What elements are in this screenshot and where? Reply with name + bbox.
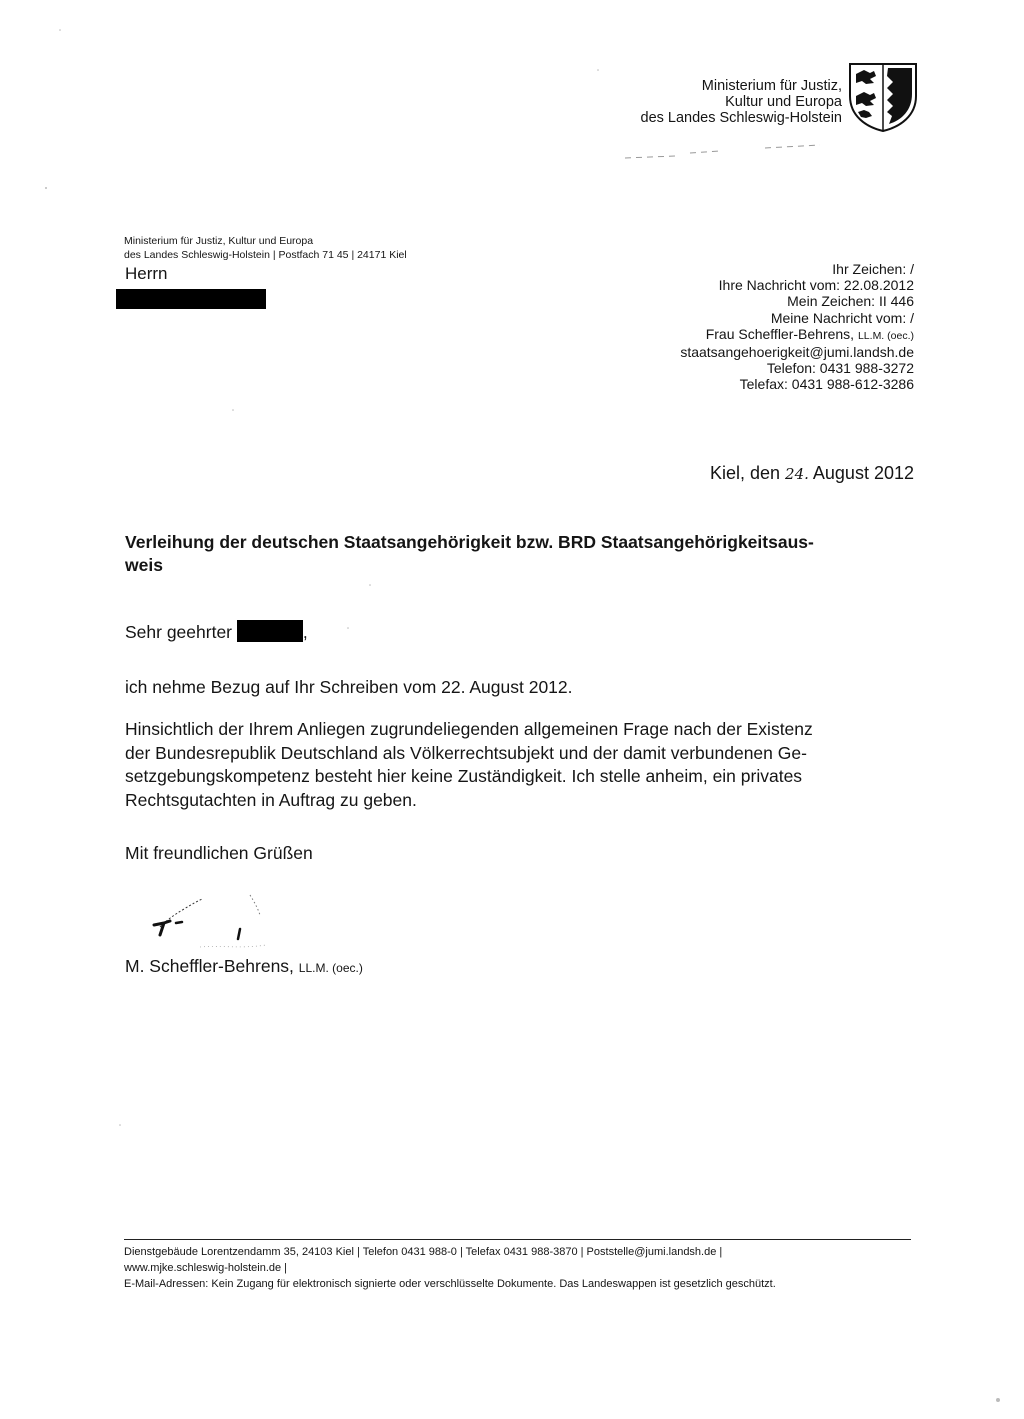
salutation-text: Sehr geehrter [125, 622, 233, 642]
contact-person [680, 326, 914, 344]
reference-block [680, 261, 914, 393]
date-day-handwritten: 24. [785, 465, 809, 483]
handwritten-signature [140, 885, 280, 955]
meine-nachricht-vom: Meine Nachricht vom: / [770, 309, 914, 326]
sender-line-1: Ministerium für Justiz, Kultur und Europa [124, 235, 314, 247]
redacted-name [237, 620, 303, 642]
salutation-comma: , [302, 622, 308, 642]
ihr-zeichen: Ihr Zeichen: / [832, 261, 914, 277]
contact-name: Frau Scheffler-Behrens, [705, 325, 855, 342]
footer [124, 1244, 924, 1292]
body-paragraph-2 [125, 718, 915, 812]
body-paragraph-2-line-2: der Bundesrepublik Deutschland als Völkerrechtsubjekt und der damit verbundenen Ge- [125, 742, 807, 763]
closing: Mit freundlichen Grüßen [125, 843, 313, 863]
footer-divider [124, 1239, 911, 1240]
footer-line-2: www.mjke.schleswig-holstein.de | [124, 1262, 288, 1274]
letterhead-line-2: Kultur und Europa [725, 94, 842, 110]
body-paragraph-2-line-1: Hinsichtlich der Ihrem Anliegen zugrundeliegenden allgemeinen Frage nach der Existenz [125, 719, 813, 739]
date-suffix: August 2012 [812, 463, 914, 483]
contact-email: staatsangehoerigkeit@jumi.landsh.de [680, 344, 914, 361]
footer-line-3: E-Mail-Adressen: Kein Zugang für elektronisch signierte oder verschlüsselte Dokumente. Das Landeswappen ist gesetzlich geschützt. [124, 1278, 776, 1290]
subject-line-1: Verleihung der deutschen Staatsangehörigkeit bzw. BRD Staatsangehörigkeitsaus- [125, 532, 814, 552]
ihre-nachricht-vom: Ihre Nachricht vom: 22.08.2012 [718, 277, 914, 294]
date-prefix: Kiel, den [709, 463, 781, 483]
mein-zeichen: Mein Zeichen: II 446 [787, 293, 914, 310]
recipient-salutation: Herrn [125, 264, 168, 283]
salutation [125, 620, 308, 643]
letterhead-line-1: Ministerium für Justiz, [701, 78, 842, 94]
signer [125, 956, 363, 977]
body-paragraph-2-line-4: Rechtsgutachten in Auftrag zu geben. [125, 789, 417, 810]
signer-name: M. Scheffler-Behrens, [125, 956, 294, 976]
letterhead-line-3: des Landes Schleswig-Holstein [640, 110, 842, 126]
body-paragraph-1: ich nehme Bezug auf Ihr Schreiben vom 22. August 2012. [125, 677, 573, 697]
contact-degree: LL.M. (oec.) [857, 329, 914, 342]
letter-date [710, 463, 914, 484]
signer-degree: LL.M. (oec.) [298, 961, 363, 975]
redacted-recipient-name [116, 289, 266, 309]
subject [125, 531, 915, 577]
contact-telefon: Telefon: 0431 988-3272 [766, 360, 914, 377]
body-paragraph-2-line-3: setzgebungskompetenz besteht hier keine Zuständigkeit. Ich stelle anheim, ein privates [125, 766, 803, 786]
schleswig-holstein-coat-of-arms-icon [846, 60, 920, 134]
footer-line-1: Dienstgebäude Lorentzendamm 35, 24103 Kiel | Telefon 0431 988-0 | Telefax 0431 988-3870 | Poststelle@jumi.landsh.de | [124, 1246, 723, 1258]
sender-line-2: des Landes Schleswig-Holstein | Postfach 71 45 | 24171 Kiel [124, 249, 407, 261]
letterhead [641, 78, 843, 126]
contact-telefax: Telefax: 0431 988-612-3286 [739, 376, 914, 393]
subject-line-2: weis [125, 555, 163, 575]
